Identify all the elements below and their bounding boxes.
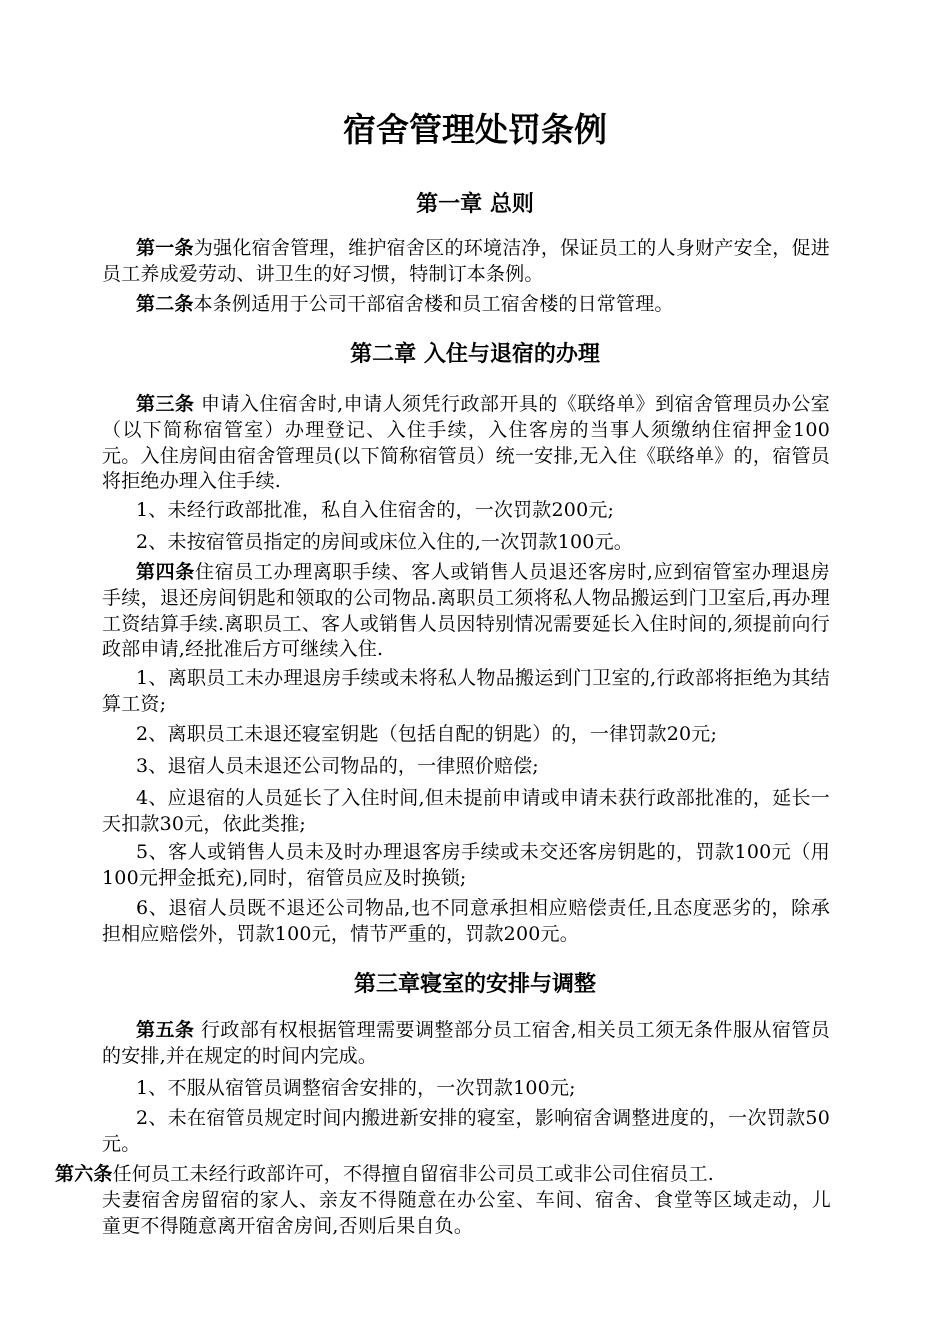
- article-1: [102, 236, 830, 288]
- document-title: 宿舍管理处罚条例: [343, 110, 607, 149]
- article-5-text: 行政部有权根据管理需要调整部分员工宿舍,相关员工须无条件服从宿管员的安排,并在规定的时间内完成。: [102, 1019, 830, 1067]
- article-2-text: 本条例适用于公司干部宿舍楼和员工宿舍楼的日常管理。: [193, 293, 674, 315]
- article-3-item-2: 2、未按宿管员指定的房间或床位入住的,一次罚款100元。: [136, 531, 633, 553]
- article-5-label: 第五条: [136, 1019, 195, 1041]
- article-5: [102, 1018, 830, 1070]
- article-6-first-line: 任何员工未经行政部许可，不得擅自留宿非公司员工或非公司住宿员工.: [112, 1163, 715, 1185]
- article-6-text: 夫妻宿舍房留宿的家人、亲友不得随意在办公室、车间、宿舍、食堂等区域走动，儿童更不得随意离开宿舍房间,否则后果自负。: [102, 1188, 831, 1237]
- article-2: [102, 292, 830, 318]
- chapter-2-heading: 第二章 入住与退宿的办理: [350, 342, 600, 367]
- article-2-label: 第二条: [136, 293, 194, 315]
- article-1-text: 为强化宿舍管理，维护宿舍区的环境洁净，保证员工的人身财产安全，促进员工养成爱劳动、讲卫生的好习惯，特制订本条例。: [102, 237, 830, 285]
- article-5-item-2: 2、未在宿管员规定时间内搬进新安排的寝室，影响宿舍调整进度的，一次罚款50元。: [102, 1107, 830, 1155]
- article-4-item-2: 2、离职员工未退还寝室钥匙（包括自配的钥匙）的，一律罚款20元;: [136, 723, 718, 745]
- article-3: [102, 392, 830, 495]
- article-4-item-1: 1、离职员工未办理退房手续或未将私人物品搬运到门卫室的,行政部将拒绝为其结算工资;: [102, 667, 830, 715]
- article-4-item-4: 4、应退宿的人员延长了入住时间,但未提前申请或申请未获行政部批准的，延长一天扣款30元，依此类推;: [102, 787, 830, 835]
- article-3-item-1: 1、未经行政部批准，私自入住宿舍的，一次罚款200元;: [136, 499, 615, 521]
- article-4: [102, 560, 830, 663]
- article-4-text: 住宿员工办理离职手续、客人或销售人员退还客房时,应到宿管室办理退房手续，退还房间钥匙和领取的公司物品.离职员工须将私人物品搬运到门卫室后,再办理工资结算手续.离职员工、客人或销售人员因特别情况需要延长入住时间的,须提前向行政部申请,经批准后方可继续入住.: [102, 561, 830, 661]
- chapter-3-heading: 第三章寝室的安排与调整: [353, 972, 596, 997]
- article-4-item-3: 3、退宿人员未退还公司物品的，一律照价赔偿;: [136, 755, 539, 777]
- article-1-label: 第一条: [136, 237, 194, 259]
- article-3-text: 申请入住宿舍时,申请人须凭行政部开具的《联络单》到宿舍管理员办公室（以下简称宿管室）办理登记、入住手续，入住客房的当事人须缴纳住宿押金100元。入住房间由宿舍管理员(以下简称宿管员）统一安排,无入住《联络单》的，宿管员将拒绝办理入住手续.: [102, 393, 830, 493]
- article-6: [55, 1162, 831, 1239]
- article-4-item-6: 6、退宿人员既不退还公司物品,也不同意承担相应赔偿责任,且态度恶劣的，除承担相应赔偿外，罚款100元，情节严重的，罚款200元。: [102, 897, 830, 945]
- article-6-label: 第六条: [55, 1163, 113, 1185]
- article-4-label: 第四条: [136, 561, 195, 583]
- article-5-item-1: 1、不服从宿管员调整宿舍安排的，一次罚款100元;: [136, 1077, 576, 1099]
- article-4-item-5: 5、客人或销售人员未及时办理退客房手续或未交还客房钥匙的，罚款100元（用100元押金抵充),同时，宿管员应及时换锁;: [102, 841, 830, 889]
- article-3-label: 第三条: [136, 393, 195, 415]
- chapter-1-heading: 第一章 总则: [416, 192, 534, 217]
